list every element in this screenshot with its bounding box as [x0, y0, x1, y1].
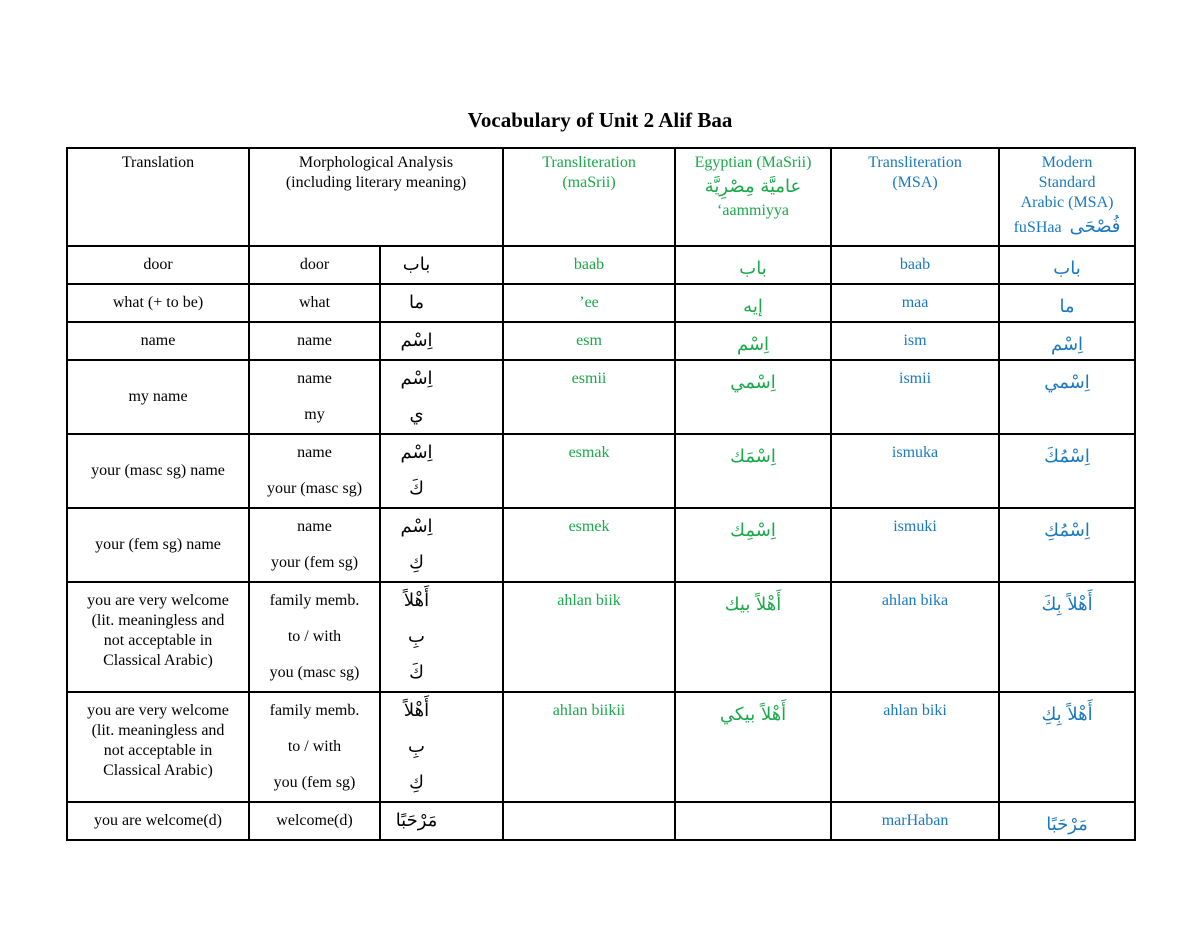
cell-msa-arabic-text: اِسْم	[1050, 334, 1084, 355]
cell-msa-arabic	[999, 508, 1135, 582]
header-morphological-analysis	[249, 148, 503, 246]
cell-transliteration-msa	[831, 360, 999, 434]
cell-translation	[67, 360, 249, 434]
cell-transliteration-msa-text: marHaban	[881, 812, 949, 829]
cell-msa-arabic-text: مَرْحَبًا	[1046, 814, 1088, 835]
cell-morph-arabic	[380, 322, 503, 360]
translation-text: your (masc sg) name	[91, 462, 225, 479]
cell-translation	[67, 692, 249, 802]
cell-msa-arabic-text: باب	[1053, 258, 1081, 279]
cell-transliteration-msa-text: ahlan biki	[883, 702, 947, 719]
translation-text: what (+ to be)	[112, 294, 204, 311]
cell-translation	[67, 246, 249, 284]
cell-egyptian-arabic-text: أَهْلاً بيكي	[719, 704, 787, 725]
cell-transliteration-msa	[831, 246, 999, 284]
cell-transliteration-masrii-text: baab	[573, 256, 605, 273]
cell-transliteration-masrii-text: esmii	[571, 370, 607, 387]
cell-morph-arabic	[380, 246, 503, 284]
cell-transliteration-masrii	[503, 434, 675, 508]
cell-egyptian-arabic	[675, 508, 831, 582]
cell-transliteration-masrii	[503, 360, 675, 434]
vocabulary-table	[66, 147, 1136, 841]
translation-line: not acceptable in	[103, 742, 213, 759]
translation-text: you are welcome(d)	[94, 812, 222, 829]
morph-arabic: كِ	[409, 772, 424, 793]
cell-translation	[67, 284, 249, 322]
morph-english: you (masc sg)	[269, 664, 360, 681]
morph-english: to / with	[287, 738, 342, 755]
morph-arabic: ي	[409, 404, 424, 425]
cell-transliteration-msa	[831, 692, 999, 802]
cell-transliteration-masrii	[503, 508, 675, 582]
morph-english: name	[297, 370, 332, 387]
cell-egyptian-arabic	[675, 360, 831, 434]
morph-english: your (fem sg)	[270, 554, 359, 571]
translation-text: name	[140, 332, 176, 349]
cell-msa-arabic	[999, 322, 1135, 360]
cell-morph-english	[249, 360, 380, 434]
cell-transliteration-msa-text: ahlan bika	[881, 592, 949, 609]
cell-morph-english	[249, 434, 380, 508]
morph-english: my	[304, 406, 325, 423]
header-translation: Translation	[67, 148, 249, 246]
translation-text: your (fem sg) name	[95, 536, 221, 553]
translation-line: Classical Arabic)	[103, 762, 213, 779]
cell-msa-arabic	[999, 360, 1135, 434]
cell-transliteration-msa	[831, 284, 999, 322]
cell-transliteration-masrii	[503, 284, 675, 322]
cell-transliteration-msa	[831, 322, 999, 360]
translation-text: my name	[128, 388, 188, 405]
cell-transliteration-masrii	[503, 692, 675, 802]
morph-arabic: كَ	[409, 478, 424, 499]
cell-msa-arabic	[999, 582, 1135, 692]
morph-english: name	[297, 444, 332, 461]
morph-english: name	[297, 332, 332, 349]
morph-english: to / with	[287, 628, 342, 645]
cell-msa-arabic-text: اِسْمي	[1044, 372, 1090, 393]
morph-arabic: مَرْحَبًا	[395, 810, 438, 831]
cell-egyptian-arabic	[675, 434, 831, 508]
cell-egyptian-arabic	[675, 322, 831, 360]
cell-msa-arabic	[999, 246, 1135, 284]
morph-arabic: باب	[402, 254, 431, 275]
table-row	[67, 246, 1135, 284]
cell-transliteration-masrii-text: ’ee	[579, 294, 599, 311]
cell-translation	[67, 434, 249, 508]
cell-msa-arabic	[999, 284, 1135, 322]
cell-msa-arabic-text: اِسْمُكِ	[1044, 520, 1090, 541]
cell-egyptian-arabic-text: إيه	[743, 296, 763, 317]
header-egyptian: Egyptian (MaSrii) عاميَّة مِصْرِيَّة ‘aammiyya	[675, 148, 831, 246]
translation-text: door	[143, 256, 173, 273]
table-row	[67, 802, 1135, 840]
table-row	[67, 322, 1135, 360]
cell-transliteration-masrii	[503, 322, 675, 360]
cell-msa-arabic	[999, 434, 1135, 508]
page-title: Vocabulary of Unit 2 Alif Baa	[467, 108, 733, 132]
cell-msa-arabic-text: أَهْلاً بِكَ	[1041, 594, 1093, 615]
cell-morph-arabic	[380, 692, 503, 802]
cell-morph-english	[249, 508, 380, 582]
cell-egyptian-arabic-text: اِسْم	[736, 334, 770, 355]
cell-morph-english	[249, 322, 380, 360]
header-row	[67, 148, 1135, 246]
cell-transliteration-masrii-text: ahlan biikii	[552, 702, 626, 719]
morph-english: door	[299, 256, 330, 273]
table-row	[67, 508, 1135, 582]
header-transliteration-masrii: Transliteration (maSrii)	[503, 148, 675, 246]
cell-morph-arabic	[380, 434, 503, 508]
morph-arabic: أَهْلاً	[403, 700, 430, 721]
cell-transliteration-masrii	[503, 582, 675, 692]
header-transliteration-msa: Transliteration (MSA)	[831, 148, 999, 246]
table-row	[67, 582, 1135, 692]
cell-egyptian-arabic-text: اِسْمِك	[730, 520, 776, 541]
translation-line: not acceptable in	[103, 632, 213, 649]
morph-arabic: اِسْم	[400, 368, 433, 389]
cell-morph-arabic	[380, 802, 503, 840]
cell-egyptian-arabic-text: اِسْمَك	[730, 446, 776, 467]
cell-msa-arabic	[999, 802, 1135, 840]
cell-egyptian-arabic-text: أَهْلاً بيك	[724, 594, 782, 615]
header-morph-line2: (including literary meaning)	[285, 174, 467, 191]
morph-arabic: اِسْم	[400, 442, 433, 463]
cell-egyptian-arabic-text: اِسْمي	[730, 372, 776, 393]
morph-english: what	[298, 294, 331, 311]
cell-egyptian-arabic-text: باب	[739, 258, 767, 279]
morph-arabic: اِسْم	[400, 330, 433, 351]
cell-transliteration-msa	[831, 434, 999, 508]
cell-msa-arabic-text: اِسْمُكَ	[1044, 446, 1090, 467]
cell-egyptian-arabic	[675, 692, 831, 802]
morph-english: you (fem sg)	[273, 774, 356, 791]
cell-morph-english	[249, 582, 380, 692]
cell-transliteration-msa-text: maa	[901, 294, 929, 311]
cell-transliteration-msa	[831, 582, 999, 692]
cell-morph-arabic	[380, 582, 503, 692]
morph-english: your (masc sg)	[266, 480, 363, 497]
cell-morph-english	[249, 802, 380, 840]
morph-arabic: أَهْلاً	[403, 590, 430, 611]
cell-transliteration-masrii	[503, 246, 675, 284]
cell-msa-arabic-text: أَهْلاً بِكِ	[1041, 704, 1093, 725]
cell-transliteration-msa-text: ismuka	[891, 444, 939, 461]
translation-line: Classical Arabic)	[103, 652, 213, 669]
cell-transliteration-masrii-text: esmek	[568, 518, 610, 535]
cell-transliteration-msa-text: ismuki	[893, 518, 937, 535]
table-row	[67, 284, 1135, 322]
morph-arabic: بِ	[408, 626, 425, 647]
cell-transliteration-masrii	[503, 802, 675, 840]
cell-morph-arabic	[380, 284, 503, 322]
cell-egyptian-arabic	[675, 284, 831, 322]
cell-morph-english	[249, 284, 380, 322]
cell-transliteration-masrii-text: esmak	[568, 444, 610, 461]
translation-line: you are very welcome	[87, 702, 229, 719]
morph-arabic: كِ	[409, 552, 424, 573]
cell-transliteration-msa-text: baab	[899, 256, 931, 273]
cell-transliteration-msa-text: ismii	[899, 370, 932, 387]
translation-line: (lit. meaningless and	[91, 612, 225, 629]
cell-translation	[67, 582, 249, 692]
cell-transliteration-masrii-text: esm	[576, 332, 602, 349]
cell-egyptian-arabic	[675, 802, 831, 840]
morph-english: welcome(d)	[276, 812, 353, 829]
cell-morph-arabic	[380, 508, 503, 582]
cell-msa-arabic	[999, 692, 1135, 802]
cell-morph-arabic	[380, 360, 503, 434]
morph-arabic: اِسْم	[400, 516, 433, 537]
table-row	[67, 692, 1135, 802]
cell-transliteration-masrii-text: ahlan biik	[557, 592, 621, 609]
cell-transliteration-msa-text: ism	[903, 332, 927, 349]
cell-translation	[67, 802, 249, 840]
morph-arabic: كَ	[409, 662, 424, 683]
cell-morph-english	[249, 246, 380, 284]
cell-morph-english	[249, 692, 380, 802]
morph-arabic: ما	[408, 292, 425, 313]
morph-arabic: بِ	[408, 736, 425, 757]
cell-translation	[67, 508, 249, 582]
morph-english: name	[297, 518, 332, 535]
table-row	[67, 360, 1135, 434]
morph-english: family memb.	[269, 702, 360, 719]
translation-line: you are very welcome	[87, 592, 229, 609]
cell-translation	[67, 322, 249, 360]
translation-line: (lit. meaningless and	[91, 722, 225, 739]
cell-transliteration-msa	[831, 802, 999, 840]
morph-english: family memb.	[269, 592, 360, 609]
cell-msa-arabic-text: ما	[1059, 296, 1075, 317]
header-msa: Modern Standard Arabic (MSA) fuSHaa فُصْحَى	[999, 148, 1135, 246]
cell-egyptian-arabic	[675, 582, 831, 692]
cell-egyptian-arabic	[675, 246, 831, 284]
table-row	[67, 434, 1135, 508]
cell-transliteration-msa	[831, 508, 999, 582]
header-morph-line1: Morphological Analysis	[298, 154, 454, 171]
